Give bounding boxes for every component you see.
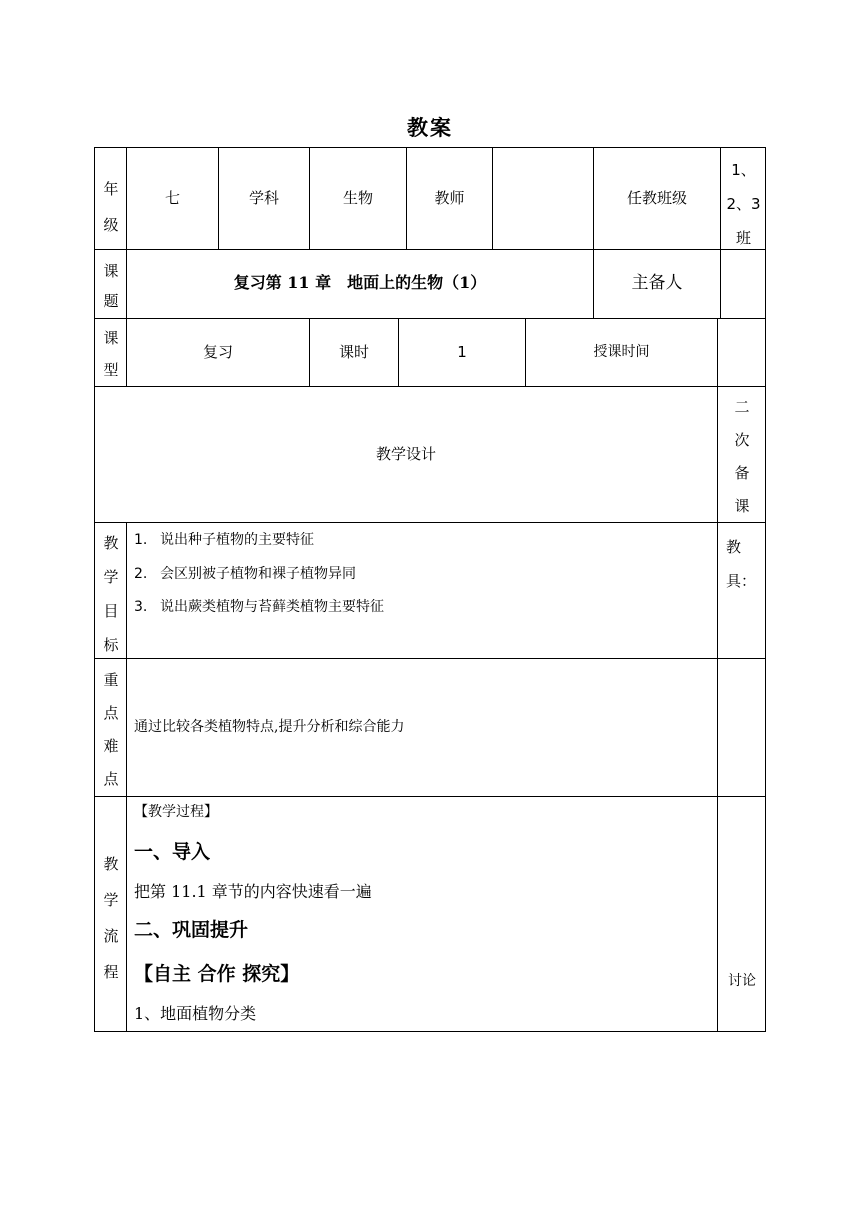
classes-value: 1、 2、3 班 xyxy=(726,161,761,247)
topic-value: 复习第 11 章 地面上的生物（1） xyxy=(233,273,487,292)
key-points-text: 通过比较各类植物特点,提升分析和综合能力 xyxy=(134,719,405,735)
objectives-label: 教学目标 xyxy=(103,534,119,654)
period-label: 课时 xyxy=(338,343,369,361)
col-divider xyxy=(717,522,718,1032)
section-tag: 【教学过程】 xyxy=(134,804,218,820)
list-item: 1、地面植物分类 xyxy=(134,1004,257,1023)
discussion-note: 讨论 xyxy=(728,973,756,989)
key-points-label: 重点难点 xyxy=(103,671,119,788)
row-divider xyxy=(94,658,766,659)
list-item: 3. 说出蕨类植物与苔藓类植物主要特征 xyxy=(134,599,384,615)
subject-label: 学科 xyxy=(248,189,279,207)
list-item: 2. 会区别被子植物和裸子植物异同 xyxy=(134,566,356,582)
classes-label: 任教班级 xyxy=(626,189,687,207)
col-divider xyxy=(717,386,718,522)
row-divider xyxy=(94,522,766,523)
col-divider xyxy=(717,318,718,386)
grade-value: 七 xyxy=(164,189,180,207)
tools-label: 教 具： xyxy=(726,538,757,590)
type-label: 课型 xyxy=(103,329,119,379)
time-label: 授课时间 xyxy=(593,344,650,360)
type-value: 复习 xyxy=(202,343,233,361)
list-item: 1. 说出种子植物的主要特征 xyxy=(134,532,314,548)
col-divider xyxy=(720,249,721,318)
subject-value: 生物 xyxy=(342,189,373,207)
design-label: 教学设计 xyxy=(375,445,436,463)
col-divider xyxy=(492,147,493,249)
heading-consolidate: 二、巩固提升 xyxy=(134,919,249,941)
row-divider xyxy=(94,318,766,319)
col-divider xyxy=(126,522,127,1032)
process-label: 教学流程 xyxy=(103,855,119,981)
row-divider xyxy=(94,249,766,250)
period-value: 1 xyxy=(457,343,467,361)
heading-explore: 【自主 合作 探究】 xyxy=(134,963,300,985)
second-prep-label: 二次备课 xyxy=(734,398,750,515)
topic-label: 课题 xyxy=(103,262,119,310)
document-title: 教案 xyxy=(407,115,453,140)
teacher-label: 教师 xyxy=(434,189,465,207)
heading-intro: 一、导入 xyxy=(134,841,211,863)
intro-text: 把第 11.1 章节的内容快速看一遍 xyxy=(134,882,372,901)
row-divider xyxy=(94,796,766,797)
row-divider xyxy=(94,386,766,387)
preparer-label: 主备人 xyxy=(631,273,683,293)
grade-label: 年级 xyxy=(103,180,119,234)
